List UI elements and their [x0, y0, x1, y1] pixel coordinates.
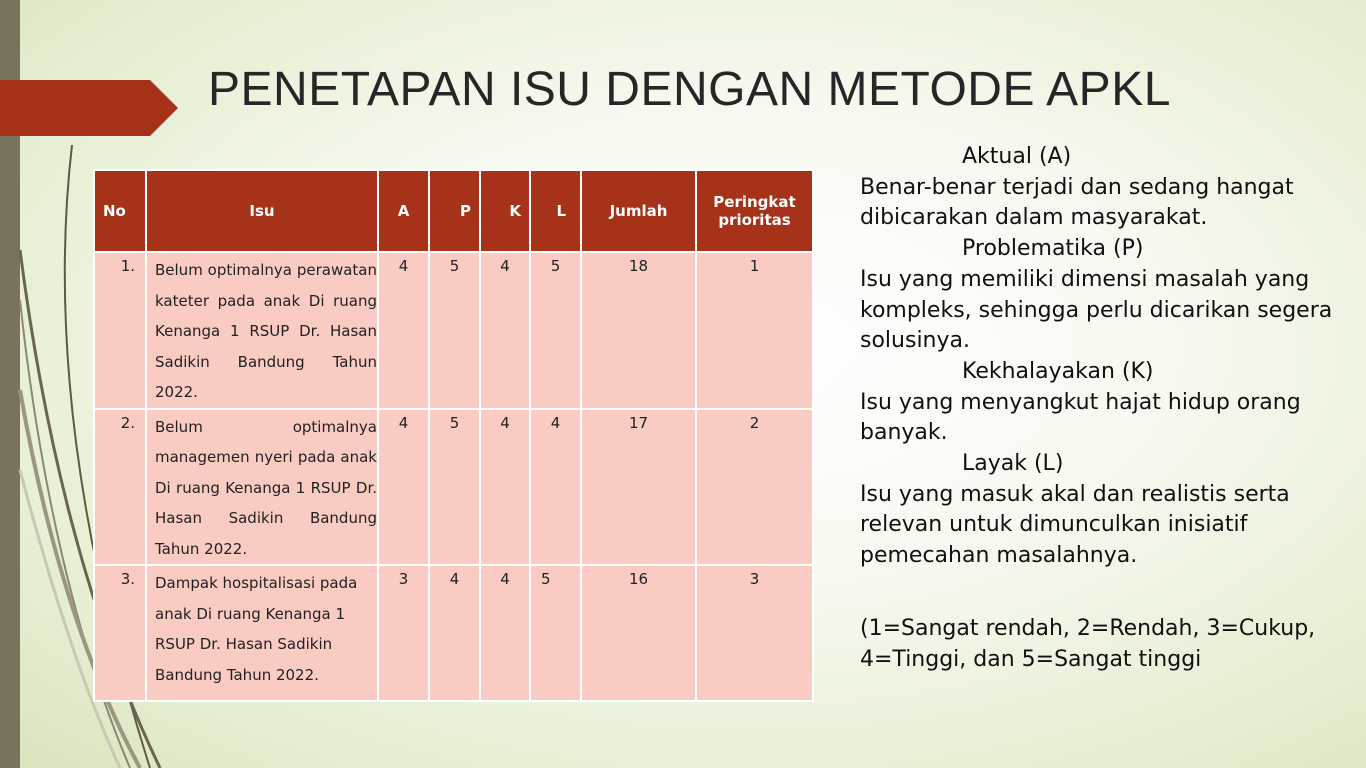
- criteria-heading-aktual: Aktual (A): [962, 144, 1072, 169]
- criteria-text-aktual: Benar-benar terjadi dan sedang hangat dibicarakan dalam masyarakat.: [860, 174, 1294, 231]
- cell-peringkat: 3: [696, 565, 813, 701]
- header-jumlah: Jumlah: [581, 170, 696, 252]
- cell-k: 4: [480, 252, 530, 409]
- title-arrow-banner: [0, 80, 178, 136]
- criteria-text-layak: Isu yang masuk akal dan realistis serta relevan untuk dimunculkan inisiatif pemecahan masalahnya.: [860, 481, 1290, 569]
- table-row: [94, 565, 813, 701]
- criteria-text-kekhalayakan: Isu yang menyangkut hajat hidup orang banyak.: [860, 389, 1301, 446]
- apkl-table: [93, 169, 814, 702]
- cell-isu: Belum optimalnya perawatan kateter pada anak Di ruang Kenanga 1 RSUP Dr. Hasan Sadikin Bandung Tahun 2022.: [146, 252, 378, 409]
- cell-no: 1.: [94, 252, 146, 409]
- cell-no: 2.: [94, 409, 146, 566]
- cell-a: 4: [378, 252, 429, 409]
- header-l: L: [530, 170, 581, 252]
- rating-scale-note: (1=Sangat rendah, 2=Rendah, 3=Cukup, 4=Tinggi, dan 5=Sangat tinggi: [860, 615, 1316, 672]
- header-a: A: [378, 170, 429, 252]
- cell-jumlah: 16: [581, 565, 696, 701]
- cell-isu: Dampak hospitalisasi pada anak Di ruang Kenanga 1 RSUP Dr. Hasan Sadikin Bandung Tahun 2022.: [146, 565, 378, 701]
- cell-peringkat: 1: [696, 252, 813, 409]
- table-row: [94, 252, 813, 409]
- header-peringkat: Peringkat prioritas: [696, 170, 813, 252]
- criteria-text-problematika: Isu yang memiliki dimensi masalah yang kompleks, sehingga perlu dicarikan segera solusinya.: [860, 266, 1333, 354]
- cell-l: 5: [530, 565, 581, 701]
- cell-isu: Belum optimalnya managemen nyeri pada anak Di ruang Kenanga 1 RSUP Dr. Hasan Sadikin Bandung Tahun 2022.: [146, 409, 378, 566]
- table-header-row: [94, 170, 813, 252]
- cell-l: 5: [530, 252, 581, 409]
- cell-a: 4: [378, 409, 429, 566]
- cell-k: 4: [480, 565, 530, 701]
- cell-l: 4: [530, 409, 581, 566]
- cell-no: 3.: [94, 565, 146, 701]
- criteria-heading-problematika: Problematika (P): [962, 236, 1144, 262]
- header-no: No: [94, 170, 146, 252]
- header-k: K: [480, 170, 530, 252]
- cell-peringkat: 2: [696, 409, 813, 566]
- cell-k: 4: [480, 409, 530, 566]
- cell-jumlah: 18: [581, 252, 696, 409]
- header-isu: Isu: [146, 170, 378, 252]
- criteria-heading-layak: Layak (L): [962, 451, 1064, 477]
- cell-p: 5: [429, 409, 480, 566]
- slide-title: PENETAPAN ISU DENGAN METODE APKL: [208, 63, 1171, 116]
- table-row: [94, 409, 813, 566]
- header-p: P: [429, 170, 480, 252]
- cell-p: 4: [429, 565, 480, 701]
- cell-a: 3: [378, 565, 429, 701]
- criteria-heading-kekhalayakan: Kekhalayakan (K): [962, 358, 1154, 384]
- criteria-panel: [860, 142, 1340, 675]
- cell-jumlah: 17: [581, 409, 696, 566]
- cell-p: 5: [429, 252, 480, 409]
